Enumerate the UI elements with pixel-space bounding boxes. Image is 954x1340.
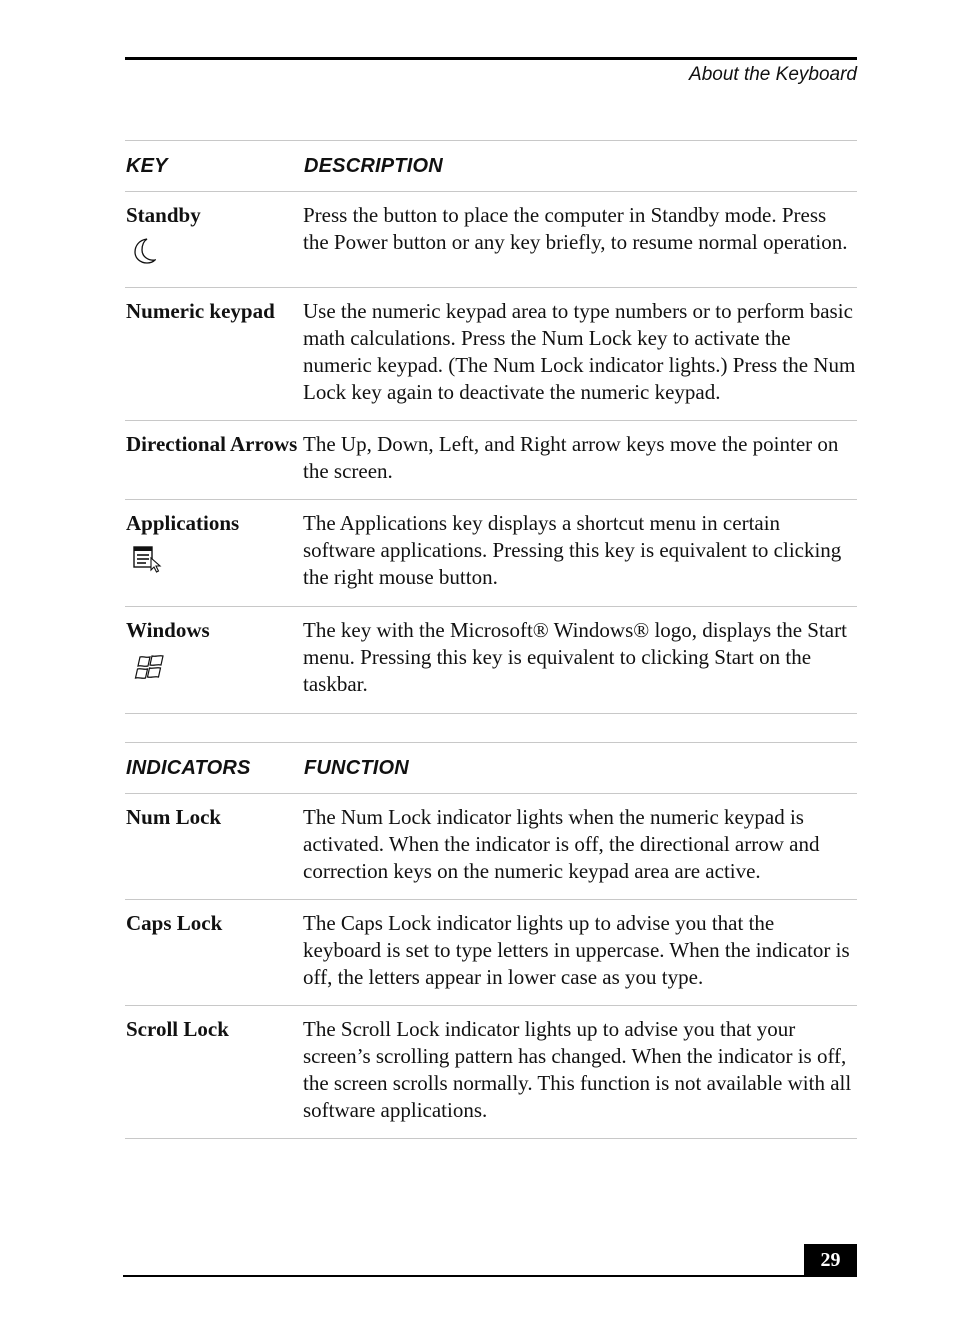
table-row bbox=[125, 900, 857, 1006]
description-cell: Press the button to place the computer in Standby mode. Press the Power button or any key briefly, to resume normal operation. bbox=[303, 203, 848, 254]
key-name: Standby bbox=[126, 203, 201, 227]
function-cell: The Num Lock indicator lights when the numeric keypad is activated. When the indicator is off, the directional arrow and correction keys on the numeric keypad area are active. bbox=[303, 805, 820, 883]
indicator-name: Caps Lock bbox=[126, 911, 223, 935]
column-header-description: DESCRIPTION bbox=[304, 154, 443, 177]
function-cell: The Scroll Lock indicator lights up to advise you that your screen’s scrolling pattern has changed. When the indicator is off, the screen scrolls normally. This function is not available with all software applications. bbox=[303, 1017, 852, 1122]
function-cell: The Caps Lock indicator lights up to advise you that the keyboard is set to type letters in uppercase. When the indicator is off, the letters appear in lower case as you type. bbox=[303, 911, 850, 989]
column-header-function: FUNCTION bbox=[304, 756, 409, 779]
description-cell: The key with the Microsoft® Windows® logo, displays the Start menu. Pressing this key is equivalent to clicking Start on the taskbar. bbox=[303, 618, 847, 696]
keys-table-header bbox=[125, 140, 857, 192]
menu-pointer-icon bbox=[132, 545, 303, 580]
table-row bbox=[125, 192, 857, 288]
table-row bbox=[125, 500, 857, 607]
key-cell bbox=[125, 617, 303, 698]
key-cell bbox=[125, 510, 303, 591]
page-number: 29 bbox=[804, 1244, 857, 1276]
indicators-table-header bbox=[125, 742, 857, 794]
moon-icon bbox=[132, 237, 303, 272]
indicator-name: Num Lock bbox=[126, 805, 222, 829]
indicators-table bbox=[125, 742, 857, 1139]
column-header-indicators: INDICATORS bbox=[126, 756, 251, 779]
bottom-rule bbox=[123, 1275, 857, 1277]
column-header-key: KEY bbox=[126, 154, 168, 177]
description-cell: The Up, Down, Left, and Right arrow keys move the pointer on the screen. bbox=[303, 432, 839, 483]
table-row bbox=[125, 1006, 857, 1139]
description-cell: The Applications key displays a shortcut menu in certain software applications. Pressing this key is equivalent to clicking the right mouse button. bbox=[303, 511, 842, 589]
table-row bbox=[125, 288, 857, 421]
table-row bbox=[125, 421, 857, 500]
key-name: Numeric keypad bbox=[126, 299, 275, 323]
table-row bbox=[125, 794, 857, 900]
windows-logo-icon bbox=[132, 652, 303, 691]
indicator-name: Scroll Lock bbox=[126, 1017, 229, 1041]
running-head: About the Keyboard bbox=[689, 64, 857, 85]
keys-table bbox=[125, 140, 857, 714]
key-name: Applications bbox=[126, 511, 240, 535]
table-row bbox=[125, 607, 857, 714]
top-rule bbox=[125, 57, 857, 60]
key-name: Directional Arrows bbox=[126, 432, 298, 456]
key-name: Windows bbox=[126, 618, 210, 642]
key-cell bbox=[125, 202, 303, 272]
description-cell: Use the numeric keypad area to type numbers or to perform basic math calculations. Press the Num Lock key to activate the numeric keypad. (The Num Lock indicator lights.) Press the Num Lock key again to deactivate the numeric keypad. bbox=[303, 299, 856, 404]
